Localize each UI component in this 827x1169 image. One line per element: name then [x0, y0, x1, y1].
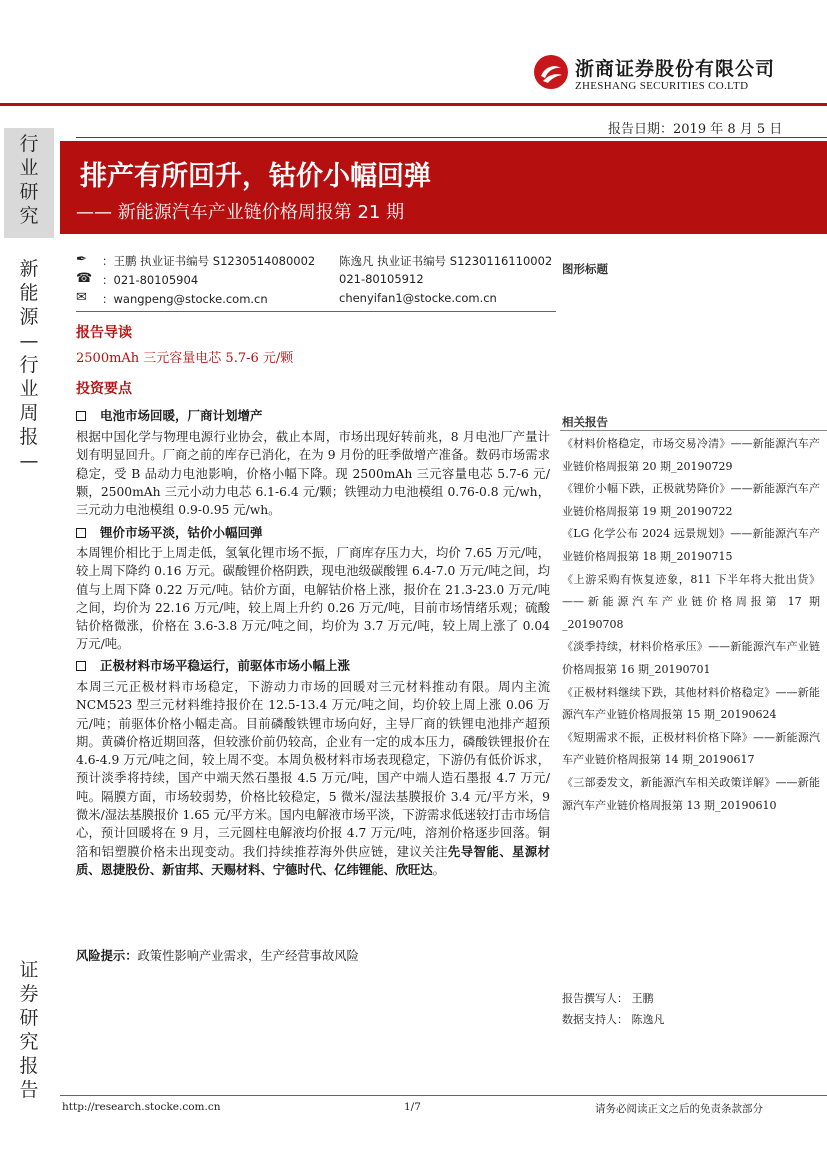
related-report[interactable]: 《短期需求不振，正极材料价格下降》——新能源汽车产业链价格周报第 14 期_20190617 [562, 730, 820, 767]
bullet-1 [76, 406, 263, 424]
bullet-3-text [76, 678, 550, 879]
header-rule [0, 103, 827, 106]
analyst-row [76, 252, 556, 271]
sidebar-industry [4, 257, 54, 473]
report-subtitle: —— 新能源汽车产业链价格周报第 21 期 [76, 202, 405, 223]
pen-icon: ✒ [76, 252, 87, 267]
sidebar-report-type [4, 958, 54, 1102]
related-reports-list [562, 433, 820, 817]
recommended-stocks: 先导智能、星源材质、恩捷股份、新宙邦、天赐材料、宁德时代、亿纬锂能、欣旺达 [76, 844, 550, 877]
bullet-3-title: 正极材料市场平稳运行，前驱体市场小幅上涨 [100, 658, 351, 673]
company-logo [533, 52, 776, 98]
company-name-cn: 浙商证券股份有限公司 [575, 58, 776, 80]
guide-heading: 报告导读 [76, 325, 132, 341]
related-reports-heading: 相关报告 [562, 415, 608, 429]
related-report[interactable]: 《锂价小幅下跌，正极就势降价》——新能源汽车产业链价格周报第 19 期_20190722 [562, 482, 820, 518]
report-title: 排产有所回升，钴价小幅回弹 [80, 161, 431, 192]
sidebar-category [4, 128, 54, 238]
data-supporter: 数据支持人： 陈逸凡 [562, 1013, 665, 1026]
bullet-1-text: 根据中国化学与物理电源行业协会，截止本周，市场出现好转前兆，8 月电池厂产量计划有明显回升。厂商之前的库存已消化，在为 9 月份的旺季做增产准备。数码市场需求稳定，受 B 品动力电池影响，价格小幅下降。现 2500mAh 三元容量电芯 5.7-6 元/颗，2500mAh 三元小动力电芯 6.1-6.4 元/颗；铁锂动力电池模组 0.76-0.8 元/wh，三元动力电池模组 0.9-0.95 元/wh。 [76, 430, 550, 518]
checkbox-square-icon [76, 528, 86, 538]
risk-label: 风险提示： [76, 949, 138, 963]
related-report[interactable]: 《淡季持续，材料价格承压》——新能源汽车产业链价格周报第 16 期_20190701 [562, 640, 820, 676]
guide-text: 2500mAh 三元容量电芯 5.7-6 元/颗 [76, 351, 294, 366]
related-report[interactable]: 《LG 化学公布 2024 远景规划》——新能源汽车产业链价格周报第 18 期_20190715 [562, 527, 820, 563]
related-report[interactable]: 《材料价格稳定，市场交易冷清》——新能源汽车产业链价格周报第 20 期_20190729 [562, 437, 820, 473]
bullet-3 [76, 656, 350, 674]
analyst-contacts [76, 252, 556, 309]
sidebar-category-text: 行 业 研 究 [19, 133, 39, 227]
analyst-1: ：王鹏 执业证书编号 S1230514080002 [102, 254, 316, 268]
checkbox-square-icon [76, 661, 86, 671]
checkbox-square-icon [76, 411, 86, 421]
page-number: 1/7 [404, 1101, 421, 1113]
date-rule [76, 137, 827, 138]
bullet-2-text: 本周锂价相比于上周走低，氢氧化锂市场不振，厂商库存压力大，均价 7.65 万元/吨，较上周下降约 0.16 万元。碳酸锂价格阴跌，现电池级碳酸锂 6.4-7.0 万元/吨之间，均值与上周下降 0.22 万元/吨。钴价方面，电解钴价格上涨，报价在 21.3-23.0 万元/吨之间，均价为 22.16 万元/吨，较上周上升约 0.26 万元/吨，目前市场情绪乐观；硫酸钴价格微涨，价格在 3.6-3.8 万元/吨之间，均价为 3.7 万元/吨，较上周上涨了 0.04 万元/吨。 [76, 546, 550, 652]
contacts-rule [76, 311, 556, 312]
email-row [76, 290, 556, 309]
email-2[interactable]: chenyifan1@stocke.com.cn [339, 291, 497, 305]
key-points-heading: 投资要点 [76, 381, 132, 397]
related-report[interactable]: 《正极材料继续下跌，其他材料价格稳定》——新能源汽车产业链价格周报第 15 期_20190624 [562, 685, 820, 722]
related-report[interactable]: 《上游采购有恢复迹象，811 下半年将大批出货》——新能源汽车产业链价格周报第 17 期_20190708 [562, 572, 820, 631]
phone-icon: ☎ [76, 271, 93, 286]
bullet-2-title: 锂价市场平淡，钴价小幅回弹 [100, 525, 263, 540]
footer-rule [60, 1095, 827, 1096]
figure-title: 图形标题 [562, 262, 608, 276]
analyst-2: 陈逸凡 执业证书编号 S1230116110002 [339, 254, 553, 268]
related-report[interactable]: 《三部委发文，新能源汽车相关政策详解》——新能源汽车产业链价格周报第 13 期_20190610 [562, 775, 820, 812]
mail-icon: ✉ [76, 290, 87, 305]
related-rule [560, 430, 827, 431]
phone-2: 021-80105912 [339, 272, 424, 286]
phone-row [76, 271, 556, 290]
sidebar-report-type-text: 证 券 研 究 报 告 [19, 959, 39, 1101]
bullet-2 [76, 523, 263, 541]
risk-warning [76, 946, 359, 964]
bullet-1-title: 电池市场回暖，厂商计划增产 [100, 408, 263, 423]
report-date: 报告日期：2019 年 8 月 5 日 [608, 122, 783, 137]
footer-url[interactable]: http://research.stocke.com.cn [62, 1101, 221, 1113]
sidebar-industry-text: 新 能 源 — 行 业 周 报 — [19, 258, 39, 472]
bullet-3-body: 本周三元正极材料市场稳定，下游动力市场的回暖对三元材料推动有限。周内主流 NCM523 型三元材料维持报价在 12.5-13.4 万元/吨之间，均价较上周上涨 0.06 万元/吨；前驱体价格小幅走高。目前磷酸铁锂市场向好，主导厂商的铁锂电池排产超预期。黄磷价格近期回落，但较涨价前仍较高，企业有一定的成本压力，磷酸铁锂报价在 4.6-4.9 万元/吨之间，较上周不变。本周负极材料市场表现稳定，下游仍有低价诉求，预计淡季将持续，国产中端天然石墨报 4.5 万元/吨，国产中端人造石墨报 4.7 万元/吨。隔膜方面，市场较弱势，价格比较稳定，5 微米/湿法基膜报价 3.4 元/平方米，9 微米/湿法基膜报价 1.65 元/平方米。国内电解液市场平淡，下游需求低迷较打击市场信心，预计回暖将在 9 月，三元圆柱电解液均价报 4.7 万元/吨，溶剂价格逐步回落。铜箔和铝塑膜价格未出现变动。我们持续推荐海外供应链，建议关注 [76, 680, 550, 859]
email-1[interactable]: ：wangpeng@stocke.com.cn [102, 292, 268, 306]
bullet-3-end: 。 [432, 862, 445, 877]
phone-1: ：021-80105904 [102, 273, 199, 287]
company-logo-icon [533, 54, 569, 90]
report-author: 报告撰写人： 王鹏 [562, 992, 654, 1005]
risk-text: 政策性影响产业需求，生产经营事故风险 [137, 949, 359, 963]
footer-disclaimer: 请务必阅读正文之后的免责条款部分 [595, 1103, 763, 1115]
company-name-en: ZHESHANG SECURITIES CO.LTD [575, 80, 749, 92]
